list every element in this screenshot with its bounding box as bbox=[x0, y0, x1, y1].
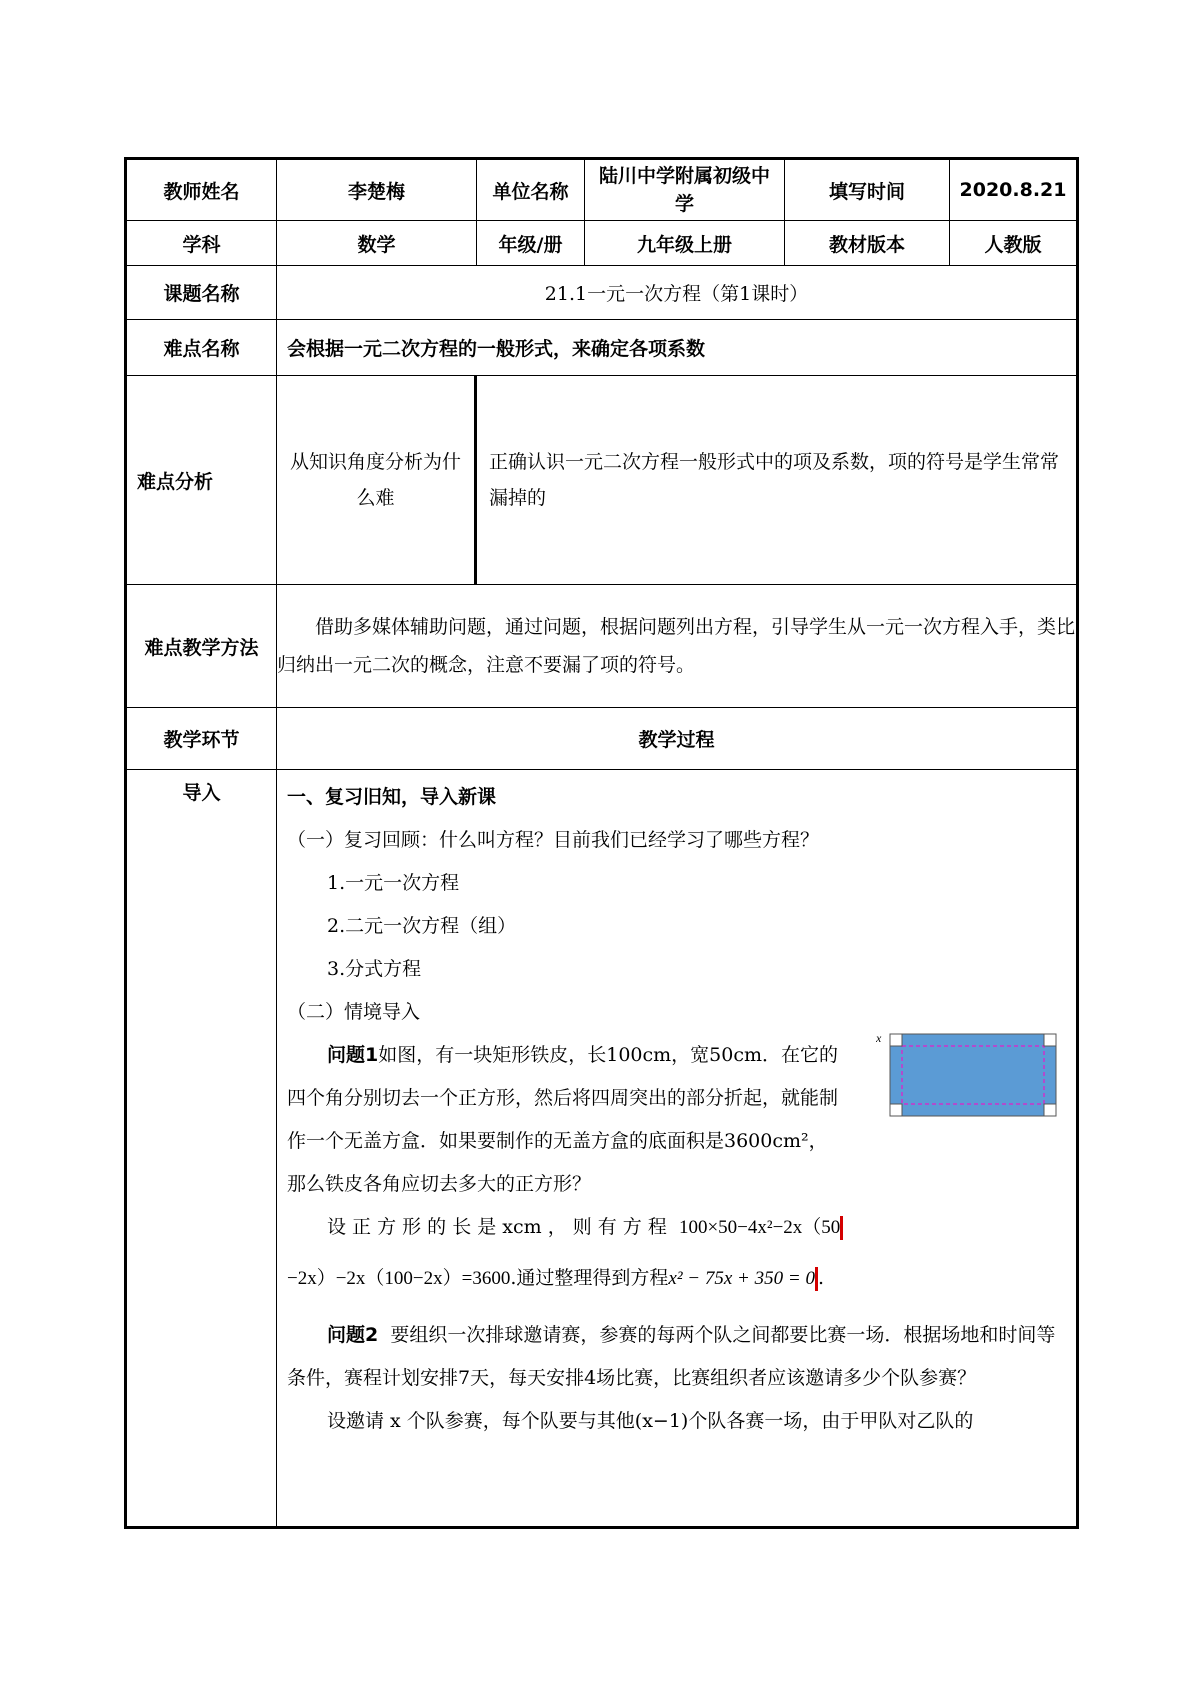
equation-2: −2x）−2x（100−2x）=3600 bbox=[287, 1268, 511, 1289]
review-item-2: 2.二元一次方程（组） bbox=[327, 915, 517, 937]
red-cursor-mark-2 bbox=[815, 1267, 818, 1291]
step-header: 教学环节 bbox=[126, 708, 277, 770]
question-1 bbox=[287, 1034, 846, 1206]
analysis-sub-label: 从知识角度分析为什么难 bbox=[277, 376, 477, 584]
figure-corner-bl bbox=[890, 1104, 902, 1116]
equation-connector: .通过整理得到方程 bbox=[510, 1267, 669, 1289]
iron-sheet-figure bbox=[876, 1028, 1066, 1128]
analysis-cell bbox=[277, 376, 1078, 585]
question-2-label: 问题2 bbox=[327, 1324, 379, 1346]
process-cell bbox=[277, 770, 1078, 1528]
lesson-plan-form bbox=[124, 157, 1076, 1529]
analysis-label: 难点分析 bbox=[126, 376, 277, 585]
teacher-value: 李楚梅 bbox=[277, 159, 477, 221]
date-value: 2020.8.21 bbox=[950, 159, 1078, 221]
topic-label: 课题名称 bbox=[126, 266, 277, 320]
grade-value: 九年级上册 bbox=[585, 221, 785, 266]
edition-value: 人教版 bbox=[950, 221, 1078, 266]
intro-step: 导入 bbox=[126, 770, 277, 1528]
review-item-1: 1.一元一次方程 bbox=[327, 872, 460, 894]
question-1-text: 如图，有一块矩形铁皮，长100cm，宽50cm．在它的四个角分别切去一个正方形，然后将四周突出的部分折起，就能制作一个无盖方盒．如果要制作的无盖方盒的底面积是3600cm²，那么铁皮各角应切去多大的正方形？ bbox=[287, 1044, 839, 1195]
question-1-setup bbox=[287, 1206, 1066, 1249]
review-item-3: 3.分式方程 bbox=[327, 958, 422, 980]
process-header: 教学过程 bbox=[277, 708, 1078, 770]
figure-corner-tl bbox=[890, 1034, 902, 1046]
review-question: （一）复习回顾：什么叫方程？目前我们已经学习了哪些方程？ bbox=[287, 829, 820, 851]
analysis-text: 正确认识一元二次方程一般形式中的项及系数，项的符号是学生常常漏掉的 bbox=[489, 451, 1060, 509]
teacher-label: 教师姓名 bbox=[126, 159, 277, 221]
method-label: 难点教学方法 bbox=[126, 585, 277, 708]
subject-label: 学科 bbox=[126, 221, 277, 266]
figure-corner-br bbox=[1044, 1104, 1056, 1116]
figure-corner-tr bbox=[1044, 1034, 1056, 1046]
question-2-continue: 设邀请 x 个队参赛，每个队要与其他(x−1)个队各赛一场，由于甲队对乙队的 bbox=[327, 1410, 974, 1432]
difficulty-label: 难点名称 bbox=[126, 320, 277, 376]
subject-value: 数学 bbox=[277, 221, 477, 266]
question-2-text: 要组织一次排球邀请赛，参赛的每两个队之间都要比赛一场．根据场地和时间等条件，赛程计划安排7天，每天安排4场比赛，比赛组织者应该邀请多少个队参赛？ bbox=[287, 1324, 1056, 1389]
question-1-equation: −2x）−2x（100−2x）=3600.通过整理得到方程x² − 75x + 350 = 0 . bbox=[287, 1267, 824, 1289]
edition-label: 教材版本 bbox=[785, 221, 950, 266]
unit-value: 陆川中学附属初级中学 bbox=[585, 159, 785, 221]
equation-3: x² − 75x + 350 = 0 bbox=[668, 1268, 815, 1289]
difficulty-value: 会根据一元二次方程的一般形式，来确定各项系数 bbox=[277, 320, 1078, 376]
lesson-plan-table bbox=[124, 157, 1079, 1529]
red-cursor-mark bbox=[840, 1216, 843, 1240]
equation-1: 100×50−4x²−2x（50 bbox=[678, 1217, 841, 1238]
question-1-label: 问题1 bbox=[327, 1044, 379, 1066]
date-label: 填写时间 bbox=[785, 159, 950, 221]
figure-x-label: x bbox=[876, 1031, 882, 1045]
question-2 bbox=[287, 1314, 1066, 1400]
situation-heading: （二）情境导入 bbox=[287, 1001, 421, 1023]
grade-label: 年级/册 bbox=[477, 221, 585, 266]
method-text: 借助多媒体辅助问题，通过问题，根据问题列出方程，引导学生从一元一次方程入手，类比归纳出一元二次的概念，注意不要漏了项的符号。 bbox=[277, 616, 1076, 676]
unit-label: 单位名称 bbox=[477, 159, 585, 221]
method-cell bbox=[277, 585, 1078, 708]
intro-heading: 一、复习旧知，导入新课 bbox=[287, 786, 497, 808]
question-1-set: 设 正 方 形 的 长 是 xcm ， 则 有 方 程 bbox=[327, 1216, 667, 1238]
topic-value: 21.1一元一次方程（第1课时） bbox=[277, 266, 1078, 320]
